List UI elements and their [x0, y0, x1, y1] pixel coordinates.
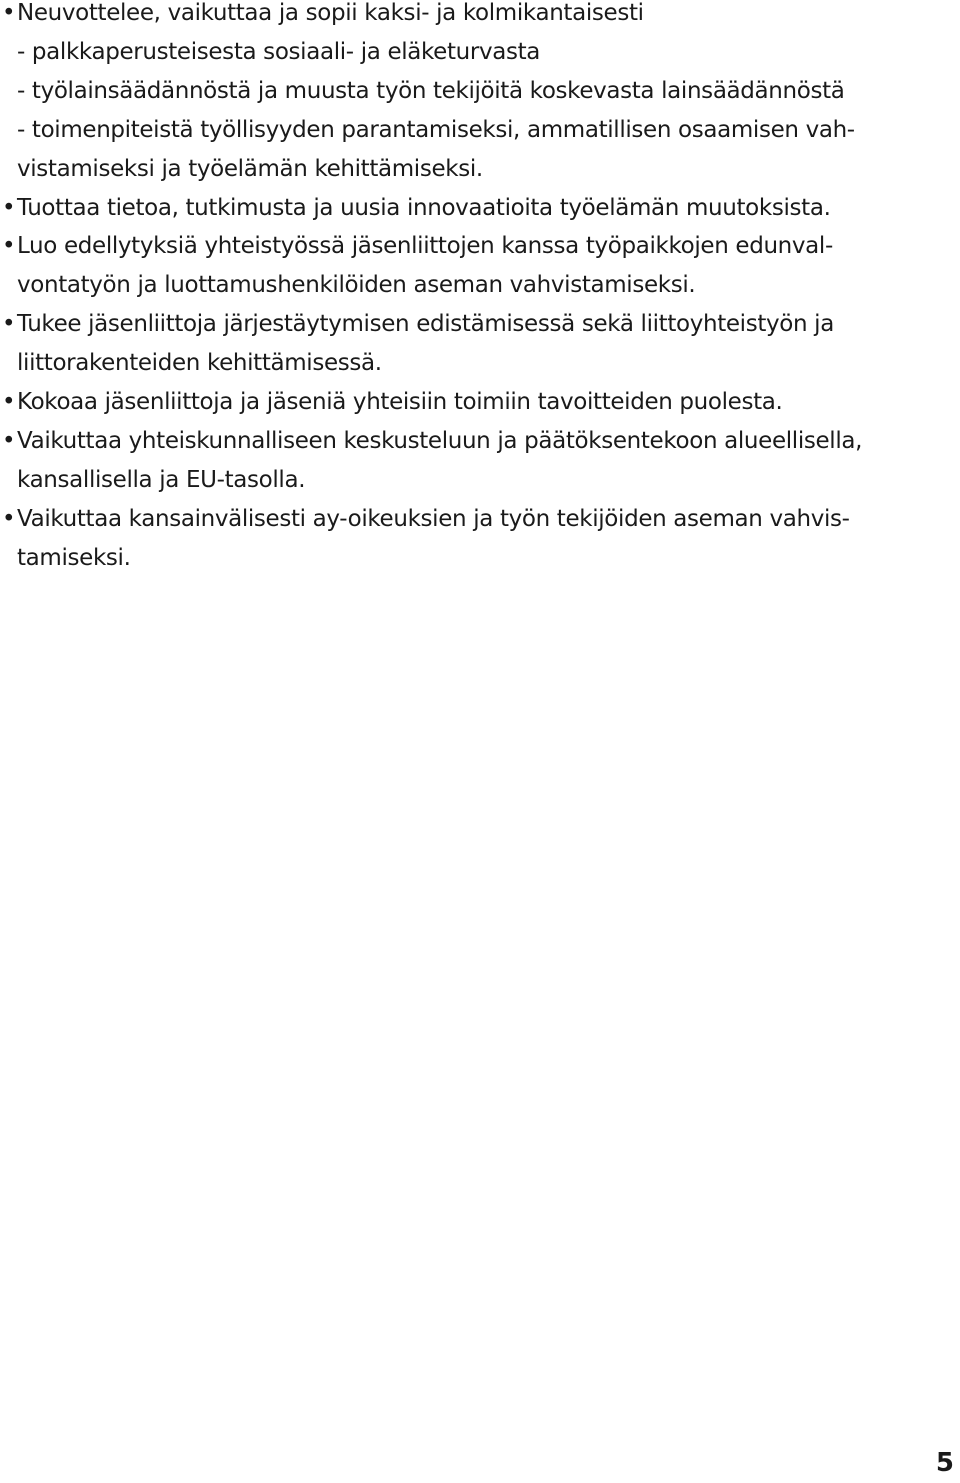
bullet-marker: • [2, 0, 16, 26]
list-item-text: - palkkaperusteisesta sosiaali- ja eläketurvasta [17, 38, 541, 65]
bullet-marker: • [2, 233, 16, 260]
bullet-marker: • [2, 194, 16, 221]
page-number: 5 [935, 1448, 954, 1478]
list-item-text: Tuottaa tietoa, tutkimusta ja uusia innovaatioita työelämän muutoksista. [17, 194, 831, 221]
bullet-marker: • [2, 311, 16, 338]
list-item-text: vontatyön ja luottamushenkilöiden aseman vahvistamiseksi. [17, 272, 696, 299]
list-item-text: tamiseksi. [17, 544, 131, 571]
list-item-text: Vaikuttaa yhteiskunnalliseen keskusteluun ja päätöksentekoon alueellisella, [17, 427, 863, 454]
list-item-text: Luo edellytyksiä yhteistyössä jäsenliittojen kanssa työpaikkojen edunval- [17, 233, 833, 260]
list-item-text: - toimenpiteistä työllisyyden parantamiseksi, ammatillisen osaamisen vah- [17, 116, 855, 143]
list-item-text: liittorakenteiden kehittämisessä. [17, 350, 382, 377]
list-item-text: - työlainsäädännöstä ja muusta työn tekijöitä koskevasta lainsäädännöstä [17, 77, 845, 104]
list-item-text: kansallisella ja EU-tasolla. [17, 466, 306, 493]
bullet-marker: • [2, 505, 16, 532]
list-item-text: Vaikuttaa kansainvälisesti ay-oikeuksien ja työn tekijöiden aseman vahvis- [17, 505, 850, 532]
list-item-text: Kokoaa jäsenliittoja ja jäseniä yhteisiin toimiin tavoitteiden puolesta. [17, 389, 783, 415]
list-item-text: Neuvottelee, vaikuttaa ja sopii kaksi- ja kolmikantaisesti [17, 0, 644, 26]
list-item-text: Tukee jäsenliittoja järjestäytymisen edistämisessä sekä liittoyhteistyön ja [17, 311, 834, 338]
bullet-marker: • [2, 389, 16, 415]
list-item-text: vistamiseksi ja työelämän kehittämiseksi. [17, 155, 483, 182]
bullet-marker: • [2, 427, 16, 454]
